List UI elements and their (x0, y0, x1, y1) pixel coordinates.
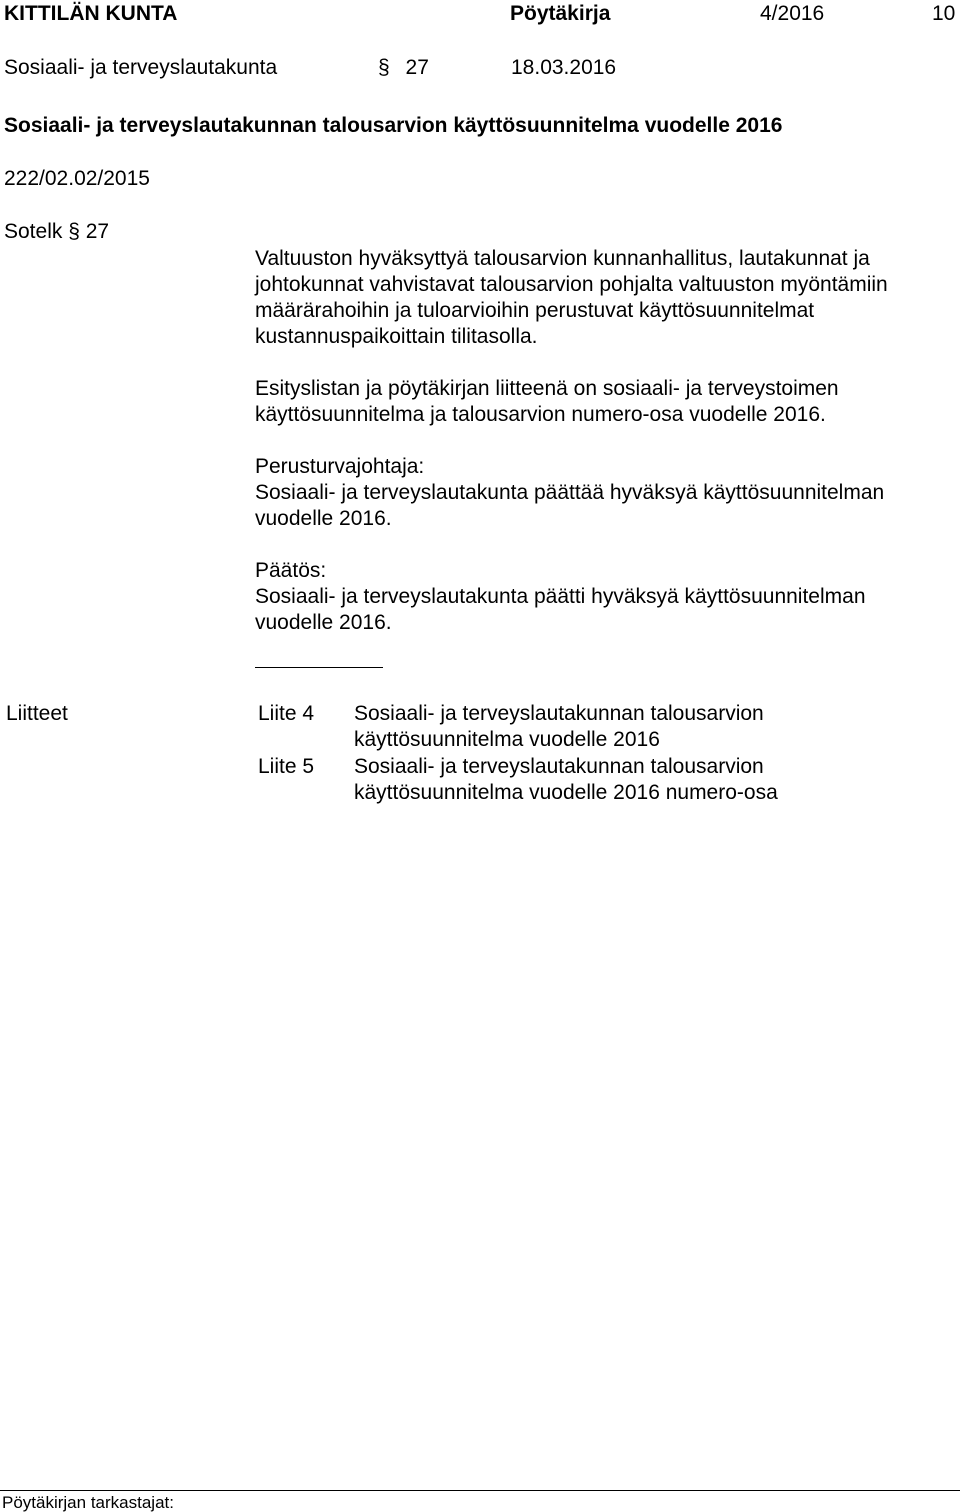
page-title: Sosiaali- ja terveyslautakunnan talousarvion käyttösuunnitelma vuodelle 2016 (4, 114, 783, 137)
section-label: Sotelk § 27 (4, 220, 110, 243)
paragraph-background: Valtuuston hyväksyttyä talousarvion kunnanhallitus, lautakunnat ja johtokunnat vahvistavat talousarvion pohjalta valtuuston myöntämiin määrärahoihin ja tuloarvioihin perustuvat käyttösuunnitelmat kustannuspaikoittain tilitasolla. (255, 247, 888, 348)
section-number (378, 55, 429, 81)
main-content (255, 246, 955, 636)
document-type: Pöytäkirja (510, 2, 611, 25)
decision-block (255, 558, 955, 636)
attachment-id: Liite 4 (258, 702, 315, 725)
footer-divider (0, 1490, 960, 1491)
separator-line (255, 667, 383, 668)
reviewers-label: Pöytäkirjan tarkastajat: (2, 1493, 174, 1512)
attachments-label: Liitteet (6, 702, 68, 725)
decision-label: Päätös: (255, 559, 327, 582)
proposal-label: Perusturvajohtaja: (255, 455, 425, 478)
attachment-id: Liite 5 (258, 755, 315, 778)
organization-name: KITTILÄN KUNTA (4, 2, 178, 25)
proposal-block (255, 454, 955, 532)
page-number: 10 (932, 2, 956, 25)
proposal-text: Sosiaali- ja terveyslautakunta päättää hyväksyä käyttösuunnitelman vuodelle 2016. (255, 481, 885, 530)
section-number-value: 27 (405, 56, 429, 79)
committee-name: Sosiaali- ja terveyslautakunta (4, 56, 278, 79)
attachment-title: Sosiaali- ja terveyslautakunnan talousarvion käyttösuunnitelma vuodelle 2016 numero-osa (354, 755, 778, 804)
decision-text: Sosiaali- ja terveyslautakunta päätti hyväksyä käyttösuunnitelman vuodelle 2016. (255, 585, 866, 634)
attachment-title: Sosiaali- ja terveyslautakunnan talousarvion käyttösuunnitelma vuodelle 2016 (354, 702, 764, 751)
reference-number: 222/02.02/2015 (4, 167, 150, 190)
paragraph-attachment-note: Esityslistan ja pöytäkirjan liitteenä on sosiaali- ja terveystoimen käyttösuunnitelma ja talousarvion numero-osa vuodelle 2016. (255, 377, 839, 426)
meeting-date: 18.03.2016 (511, 56, 617, 79)
document-issue: 4/2016 (760, 2, 825, 25)
section-symbol: § (378, 56, 390, 79)
